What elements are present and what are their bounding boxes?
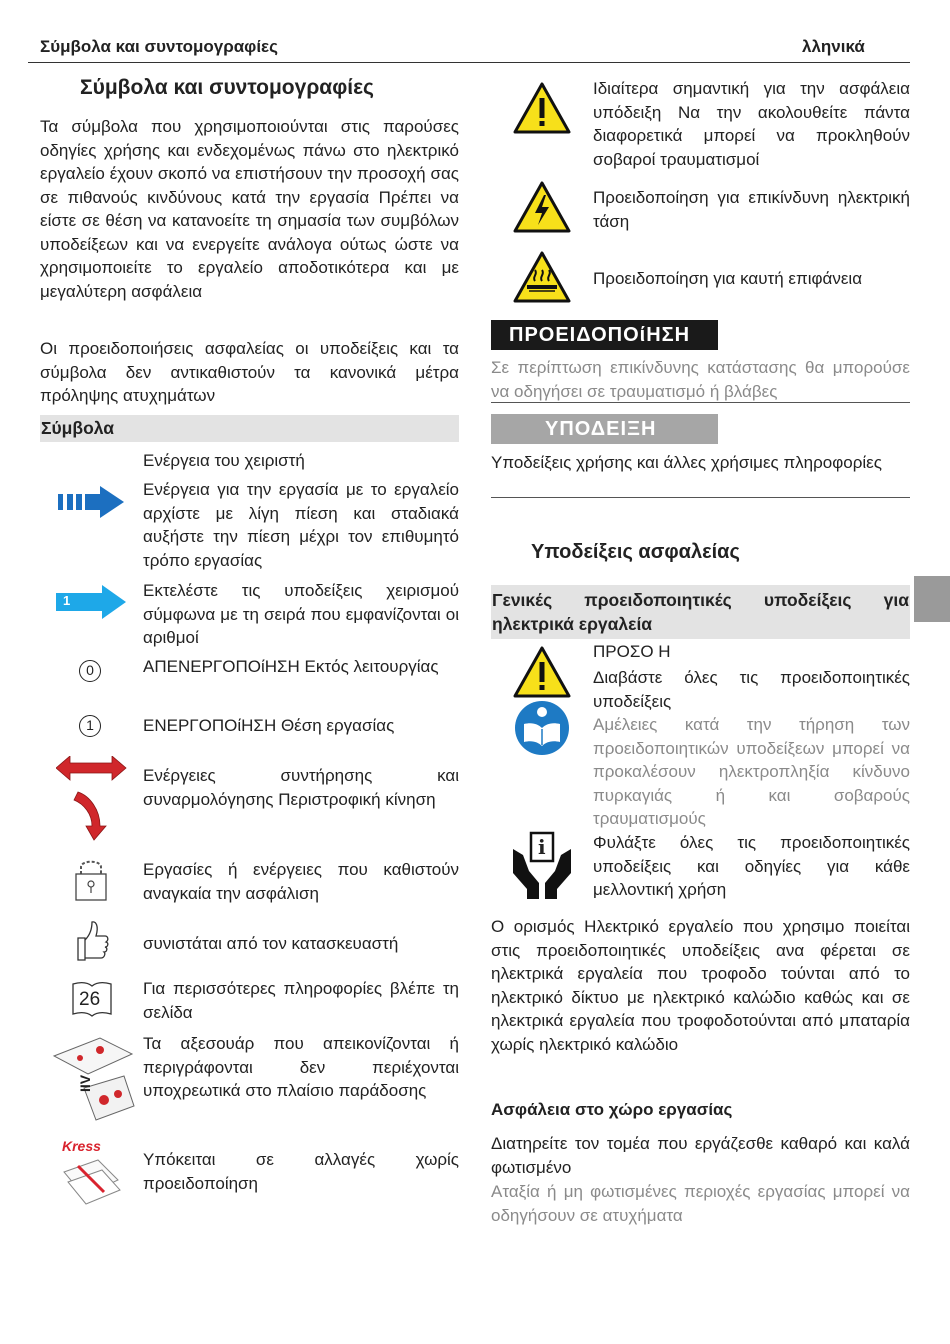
header-rule xyxy=(28,62,910,63)
electrical-voltage-warning-icon xyxy=(513,181,571,238)
sym-off-text: ΑΠΕΝΕΡΓΟΠΟίΗΣΗ Εκτός λειτουργίας xyxy=(143,657,439,676)
workplace-clean-text: Διατηρείτε τον τομέα που εργάζεσθε καθαρό και καλά φωτισμένο xyxy=(491,1134,910,1177)
page-reference-book-icon xyxy=(70,980,114,1023)
power-on-icon: 1 xyxy=(79,715,101,737)
increasing-pressure-arrow-icon xyxy=(58,486,124,523)
sym-maintenance-text: Ενέργειες συντήρησης και συναρμολόγησης Περιστροφική κίνηση xyxy=(143,766,459,809)
numbered-step-arrow-icon xyxy=(56,585,126,624)
sym-on-text: ΕΝΕΡΓΟΠΟίΗΣΗ Θέση εργασίας xyxy=(143,716,395,735)
page-title: Σύμβολα και συντομογραφίες xyxy=(80,76,374,99)
info-glyph: i xyxy=(538,835,546,859)
power-off-icon: 0 xyxy=(79,660,101,682)
sym-pressure-text: Ενέργεια για την εργασία με το εργαλείο αρχίστε με λίγη πίεση και σταδιακά αυξήστε την πίεση μέχρι τον επιθυμητό τρόπο εργασίας xyxy=(143,480,459,570)
running-header-left: Σύμβολα και συντομογραφίες xyxy=(40,37,278,56)
note-label-badge: ΥΠΟΔΕΙΞΗ xyxy=(491,414,718,444)
attention-warning-triangle-icon xyxy=(513,646,571,703)
workplace-safety-heading: Ασφάλεια στο χώρο εργασίας xyxy=(491,1100,733,1119)
sym-recommended-text: συνιστάται από τον κατασκευαστή xyxy=(143,934,399,953)
hot-surface-warning-icon xyxy=(513,251,571,308)
warning-definition-text: Σε περίπτωση επικίνδυνης κατάστασης θα μπορούσε να οδηγήσει σε τραυματισμό ή βλάβες xyxy=(491,358,910,401)
attention-heading: ΠΡΟΣΟ Η xyxy=(593,642,671,661)
warning-voltage-text: Προειδοποίηση για επικίνδυνη ηλεκτρική τάση xyxy=(593,188,910,231)
thumbs-up-icon xyxy=(74,918,110,967)
warning-hot-text: Προειδοποίηση για καυτή επιφάνεια xyxy=(593,269,863,288)
keep-instructions-hands-icon xyxy=(509,829,575,906)
intro-paragraph: Τα σύμβολα που χρησιμοποιούνται στις παρούσες οδηγίες χρήσης και ενδεχομένως πάνω στο ηλεκτρικό εργαλείο έχουν σκοπό να επιστήσουν την προσοχή σας σε πιθανούς κινδύνους κατά την εργασία Πρέπει να είστε σε θέση να κατανοείτε τη σημασία των συμβόλων υποδείξεων και να ενεργείτε ανάλογα ούτως ώστε να χρησιμοποιείτε το εργαλείο αποδοτικότερα και με μεγαλύτερη ασφάλεια xyxy=(40,117,459,301)
warning-rule xyxy=(491,402,910,403)
sym-lock-text: Εργασίες ή ενέργειες που καθιστούν αναγκαία την ασφάλιση xyxy=(143,860,459,903)
page-reference-number: 26 xyxy=(79,989,101,1010)
note-rule xyxy=(491,497,910,498)
read-manual-icon xyxy=(514,700,570,761)
sym-steps-text: Εκτελέστε τις υποδείξεις χειρισμού σύμφωνα με τη σειρά που εμφανίζονται οι αριθμοί xyxy=(143,581,459,647)
warning-label-badge: ΠΡΟΕΙΔΟΠΟίΗΣΗ xyxy=(491,320,718,350)
general-warnings-heading: Γενικές προειδοποιητικές υποδείξεις για ηλεκτρικά εργαλεία xyxy=(491,585,910,639)
step-number: 1 xyxy=(63,593,71,608)
svg-text:IIV: IIV xyxy=(77,1074,93,1092)
symbols-heading: Σύμβολα xyxy=(40,415,459,442)
padlock-icon xyxy=(74,856,108,907)
safety-section-title: Υποδείξεις ασφαλείας xyxy=(531,541,740,563)
keep-instructions-text: Φυλάξτε όλες τις προειδοποιητικές υποδείξεις και οδηγίες για κάθε μελλοντική χρήση xyxy=(593,833,910,899)
language-tab-marker xyxy=(914,576,950,622)
sym-operator-text: Ενέργεια του χειριστή xyxy=(143,451,305,470)
accessories-case-icon xyxy=(50,1034,136,1129)
power-tool-definition-text: Ο ορισμός Ηλεκτρικό εργαλείο που χρησιμο ποιείται στις προειδοποιητικές υποδείξεις ανα φέρεται σε ηλεκτρικά εργαλεία που τροφοδο τούνται από το ηλεκτρικό δίκτυο με ηλεκτρικό καλώδιο καθώς και σε ηλεκτρικά εργαλεία που τροφοδοτούνται από μπαταρία χωρίς ηλεκτρικό καλώδιο xyxy=(491,917,910,1054)
sym-page-text: Για περισσότερες πληροφορίες βλέπε τη σελίδα xyxy=(143,979,459,1022)
note-definition-text: Υποδείξεις χρήσης και άλλες χρήσιμες πληροφορίες xyxy=(491,453,882,472)
neglect-consequences-text: Αμέλειες κατά την τήρηση των προειδοποιητικών υποδείξεων μπορεί να προκαλέσουν ηλεκτροπληξία κίνδυνο πυρκαγιάς ή και σοβαρούς τραυματισμούς xyxy=(593,715,910,828)
sym-accessories-text: Τα αξεσουάρ που απεικονίζονται ή περιγράφονται δεν περιέχονται υποχρεωτικά στο πλαίσιο παράδοσης xyxy=(143,1034,459,1100)
kress-logo-text: Kress xyxy=(62,1138,101,1154)
maintenance-rotation-arrows-icon xyxy=(56,756,128,847)
sym-changes-text: Υπόκειται σε αλλαγές χωρίς προειδοποίηση xyxy=(143,1150,459,1193)
warning-safety-text: Ιδιαίτερα σημαντική για την ασφάλεια υπόδειξη Να την ακολουθείτε πάντα διαφορετικά μπορεί να προκληθούν σοβαροί τραυματισμοί xyxy=(593,79,910,169)
workplace-accident-text: Αταξία ή μη φωτισμένες περιοχές εργασίας μπορεί να οδηγήσουν σε ατυχήματα xyxy=(491,1182,910,1225)
read-all-instructions-text: Διαβάστε όλες τις προειδοποιητικές υποδείξεις xyxy=(593,668,910,711)
general-warning-triangle-icon xyxy=(513,82,571,139)
running-header-language: λληνικά xyxy=(802,37,865,56)
intro-disclaimer: Οι προειδοποιήσεις ασφαλείας οι υποδείξεις και τα σύμβολα δεν αντικαθιστούν τα κανονικά μέτρα πρόληψης ατυχημάτων xyxy=(40,339,459,405)
